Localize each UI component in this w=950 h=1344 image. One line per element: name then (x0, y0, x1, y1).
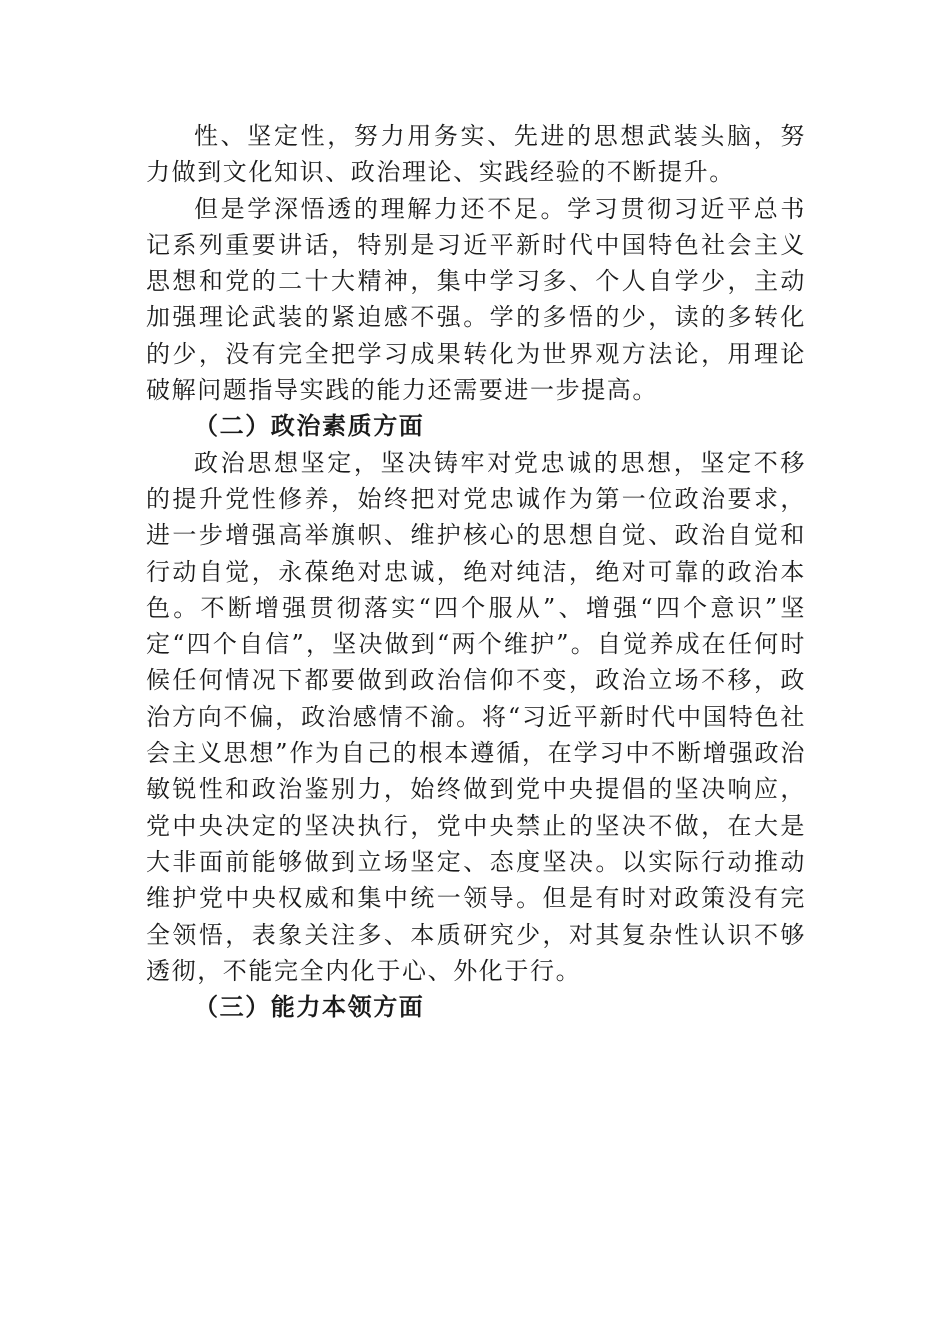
section-heading-ability: （三）能力本领方面 (194, 992, 425, 1022)
paragraph-shortfall: 但是学深悟透的理解力还不足。学习贯彻习近平总书记系列重要讲话，特别是习近平新时代中国特色社会主义思想和党的二十大精神，集中学习多、个人自学少，主动加强理论武装的紧迫感不强。学的多悟的少，读的多转化的少，没有完全把学习成果转化为世界观方法论，用理论破解问题指导实践的能力还需要进一步提高。 (146, 194, 806, 405)
paragraph-continued: 性、坚定性，努力用务实、先进的思想武装头脑，努力做到文化知识、政治理论、实践经验的不断提升。 (146, 122, 806, 187)
paragraph-political: 政治思想坚定，坚决铸牢对党忠诚的思想，坚定不移的提升党性修养，始终把对党忠诚作为第一位政治要求，进一步增强高举旗帜、维护核心的思想自觉、政治自觉和行动自觉，永葆绝对忠诚，绝对纯洁，绝对可靠的政治本色。不断增强贯彻落实“四个服从”、增强“四个意识”坚定“四个自信”，坚决做到“两个维护”。自觉养成在任何时候任何情况下都要做到政治信仰不变，政治立场不移，政治方向不偏，政治感情不渝。将“习近平新时代中国特色社会主义思想”作为自己的根本遵循，在学习中不断增强政治敏锐性和政治鉴别力，始终做到党中央提倡的坚决响应，党中央决定的坚决执行，党中央禁止的坚决不做，在大是大非面前能够做到立场坚定、态度坚决。以实际行动推动维护党中央权威和集中统一领导。但是有时对政策没有完全领悟，表象关注多、本质研究少，对其复杂性认识不够透彻，不能完全内化于心、外化于行。 (146, 448, 806, 985)
document-body (146, 118, 806, 1025)
section-heading-political: （二）政治素质方面 (194, 411, 425, 441)
